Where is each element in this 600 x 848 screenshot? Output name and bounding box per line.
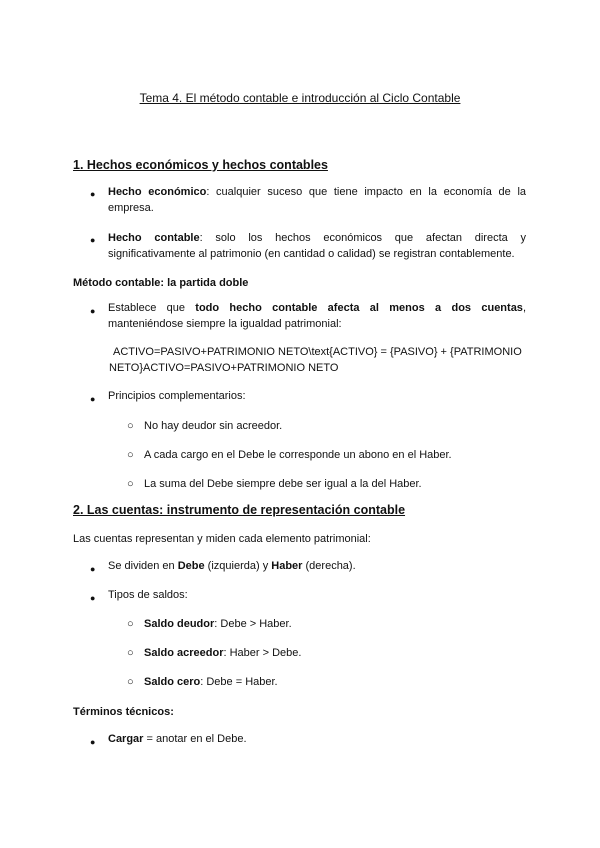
sub-bullet-icon: ○ xyxy=(127,618,134,630)
term-label: Saldo acreedor xyxy=(144,647,224,659)
divide-post: (derecha). xyxy=(302,560,356,572)
complementary-label: Principios complementarios: xyxy=(108,390,246,402)
term-text: : cualquier suceso que tiene impacto en la economía de la empresa. xyxy=(108,186,527,214)
term-text: : Debe > Haber. xyxy=(214,618,292,630)
list-item-hecho-economico xyxy=(108,184,526,216)
term-label: Hecho económico xyxy=(108,186,207,198)
term-text: : Debe = Haber. xyxy=(200,676,278,688)
term-label: Hecho contable xyxy=(108,232,200,244)
bullet-icon: ● xyxy=(90,593,96,603)
principle-post: , manteniéndose siempre la igualdad patrimonial: xyxy=(108,302,526,330)
bullet-icon: ● xyxy=(90,394,96,404)
sub-bullet-icon: ○ xyxy=(127,420,134,432)
sub-bullet-icon: ○ xyxy=(127,676,134,688)
saldos-label: Tipos de saldos: xyxy=(108,589,188,601)
principle-pre: Establece que xyxy=(108,302,196,314)
sub-list-item xyxy=(144,645,301,661)
term-text: : solo los hechos económicos que afectan directa y significativamente al patrimonio (en cantidad o calidad) se registran contablemente. xyxy=(108,232,527,260)
haber-label: Haber xyxy=(271,560,303,572)
term-label: Saldo cero xyxy=(144,676,201,688)
sub-list-item xyxy=(144,616,292,632)
sub-bullet-icon: ○ xyxy=(127,478,134,490)
bullet-icon: ● xyxy=(90,737,96,747)
document-title: Tema 4. El método contable e introducción al Ciclo Contable xyxy=(139,91,461,105)
sub-bullet-icon: ○ xyxy=(127,647,134,659)
formula-block xyxy=(109,344,528,376)
sub-bullet-icon: ○ xyxy=(127,449,134,461)
bullet-icon: ● xyxy=(90,306,96,316)
section2-heading: 2. Las cuentas: instrumento de representación contable xyxy=(73,503,406,517)
list-item-debe-haber xyxy=(108,558,526,574)
section1-heading: 1. Hechos económicos y hechos contables xyxy=(73,158,328,172)
debe-label: Debe xyxy=(177,560,205,572)
formula-line-2: NETO}ACTIVO=PASIVO+PATRIMONIO NETO xyxy=(109,362,339,374)
list-item-cargar xyxy=(108,731,526,747)
principle-bold: todo hecho contable afecta al menos a dos cuentas xyxy=(195,302,523,314)
divide-pre: Se dividen en xyxy=(108,560,178,572)
section2-intro: Las cuentas representan y miden cada elemento patrimonial: xyxy=(73,533,371,545)
divide-mid: (izquierda) y xyxy=(204,560,272,572)
sub-list-item xyxy=(144,674,278,690)
list-item-hecho-contable xyxy=(108,230,526,262)
list-item-partida-doble xyxy=(108,300,526,332)
term-label: Cargar xyxy=(108,733,144,745)
term-text: = anotar en el Debe. xyxy=(143,733,247,745)
bullet-icon: ● xyxy=(90,189,96,199)
formula-line-1: ACTIVO=PASIVO+PATRIMONIO NETO\text{ACTIVO} = {PASIVO} + {PATRIMONIO xyxy=(113,346,522,358)
sub-list-item: La suma del Debe siempre debe ser igual a la del Haber. xyxy=(144,478,422,490)
bullet-icon: ● xyxy=(90,235,96,245)
term-text: : Haber > Debe. xyxy=(223,647,302,659)
term-label: Saldo deudor xyxy=(144,618,215,630)
bullet-icon: ● xyxy=(90,564,96,574)
terms-heading: Términos técnicos: xyxy=(73,706,174,718)
sub-list-item: No hay deudor sin acreedor. xyxy=(144,420,283,432)
sub-list-item: A cada cargo en el Debe le corresponde un abono en el Haber. xyxy=(144,449,452,461)
method-heading: Método contable: la partida doble xyxy=(73,277,249,289)
